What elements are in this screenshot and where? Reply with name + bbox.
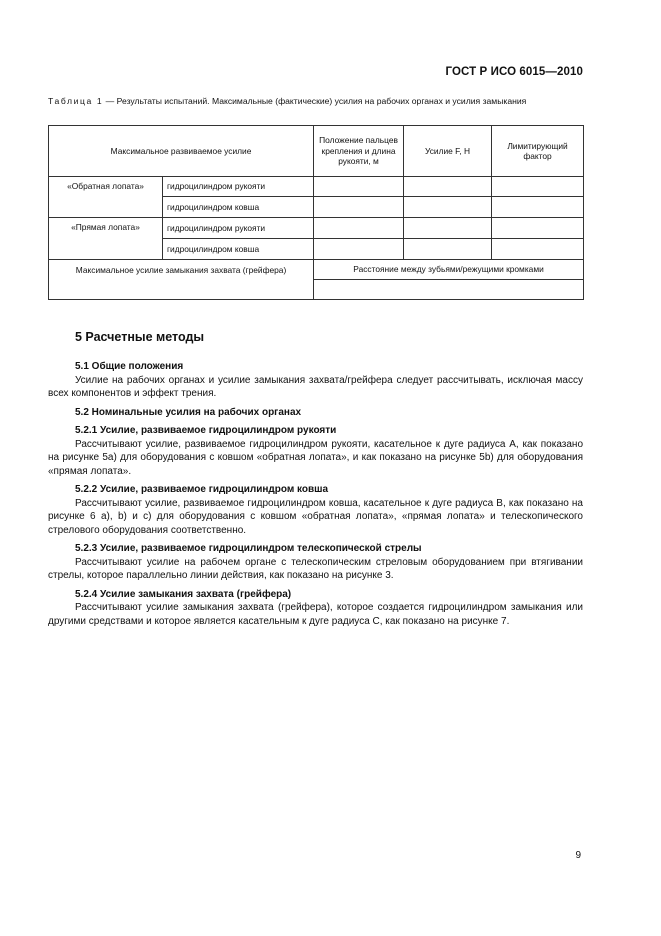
cylinder-cell: гидроцилиндром ковша <box>163 197 314 218</box>
table-caption <box>48 95 582 108</box>
empty-cell <box>314 239 404 260</box>
cylinder-cell: гидроцилиндром ковша <box>163 239 314 260</box>
table-header-row <box>49 126 584 177</box>
paragraph: Рассчитывают усилие замыкания захвата (грейфера), которое создается гидроцилиндром замыкания или другими средствами и которое является касательным к дуге радиуса C, как показано на рисунке 7. <box>48 602 583 627</box>
paragraph: Рассчитывают усилие, развиваемое гидроцилиндром ковша, касательное к дуге радиуса B, как показано на рисунке 6 a), b) и c) для оборудования с ковшом «обратная лопата», «прямая лопата» и телескопического стрелового оборудования соответственно. <box>48 497 583 536</box>
cylinder-cell: гидроцилиндром рукояти <box>163 177 314 197</box>
header-position: Положение пальцев крепления и длина рукояти, м <box>314 126 404 177</box>
header-force: Усилие F, Н <box>404 126 492 177</box>
heading-5-1: 5.1 Общие положения <box>75 361 184 372</box>
table-row <box>49 260 584 280</box>
empty-cell <box>314 218 404 239</box>
empty-cell <box>404 177 492 197</box>
header-limiting-factor: Лимитирующий фактор <box>492 126 584 177</box>
teeth-distance: Расстояние между зубьями/режущими кромками <box>314 260 584 280</box>
heading-5-2: 5.2 Номинальные усилия на рабочих органах <box>75 406 302 418</box>
page-number: 9 <box>575 850 581 861</box>
empty-cell <box>404 239 492 260</box>
table-row <box>49 177 584 197</box>
empty-cell <box>314 280 584 300</box>
paragraph: Рассчитывают усилие, развиваемое гидроцилиндром рукояти, касательное к дуге радиуса A, как показано на рисунке 5a) для оборудования с ковшом «обратная лопата», и как показано на рисунке 5b) для оборудования «прямая лопата». <box>48 438 583 477</box>
group-backhoe: «Обратная лопата» <box>49 177 163 218</box>
table-caption-text: — Результаты испытаний. Максимальные (фактические) усилия на рабочих органах и усилия замыкания <box>103 96 527 106</box>
section-body <box>48 360 583 628</box>
document-code: ГОСТ Р ИСО 6015—2010 <box>445 66 583 78</box>
paragraph: Усилие на рабочих органах и усилие замыкания захвата/грейфера следует рассчитывать, исключая массу всех компонентов и эффект трения. <box>48 374 583 399</box>
empty-cell <box>492 197 584 218</box>
empty-cell <box>314 177 404 197</box>
table-caption-label: Таблица 1 <box>48 96 104 106</box>
heading-5-2-3: 5.2.3 Усилие, развиваемое гидроцилиндром телескопической стрелы <box>75 543 422 554</box>
heading-5-2-4: 5.2.4 Усилие замыкания захвата (грейфера) <box>75 588 292 600</box>
empty-cell <box>492 177 584 197</box>
heading-5-2-2: 5.2.2 Усилие, развиваемое гидроцилиндром ковша <box>75 484 329 495</box>
table-row <box>49 218 584 239</box>
heading-5-2-1: 5.2.1 Усилие, развиваемое гидроцилиндром рукояти <box>75 425 337 436</box>
cylinder-cell: гидроцилиндром рукояти <box>163 218 314 239</box>
empty-cell <box>404 218 492 239</box>
empty-cell <box>314 197 404 218</box>
results-table <box>48 125 584 300</box>
section-title: 5 Расчетные методы <box>75 330 205 344</box>
header-max-force: Максимальное развиваемое усилие <box>49 126 314 177</box>
group-face-shovel: «Прямая лопата» <box>49 218 163 260</box>
paragraph: Рассчитывают усилие на рабочем органе с телескопическим стреловым оборудованием при втягивании стрелы, которое параллельно линии действия, как показано на рисунке 3. <box>48 556 583 581</box>
empty-cell <box>492 218 584 239</box>
empty-cell <box>492 239 584 260</box>
grab-closing-force: Максимальное усилие замыкания захвата (грейфера) <box>49 260 314 300</box>
empty-cell <box>404 197 492 218</box>
